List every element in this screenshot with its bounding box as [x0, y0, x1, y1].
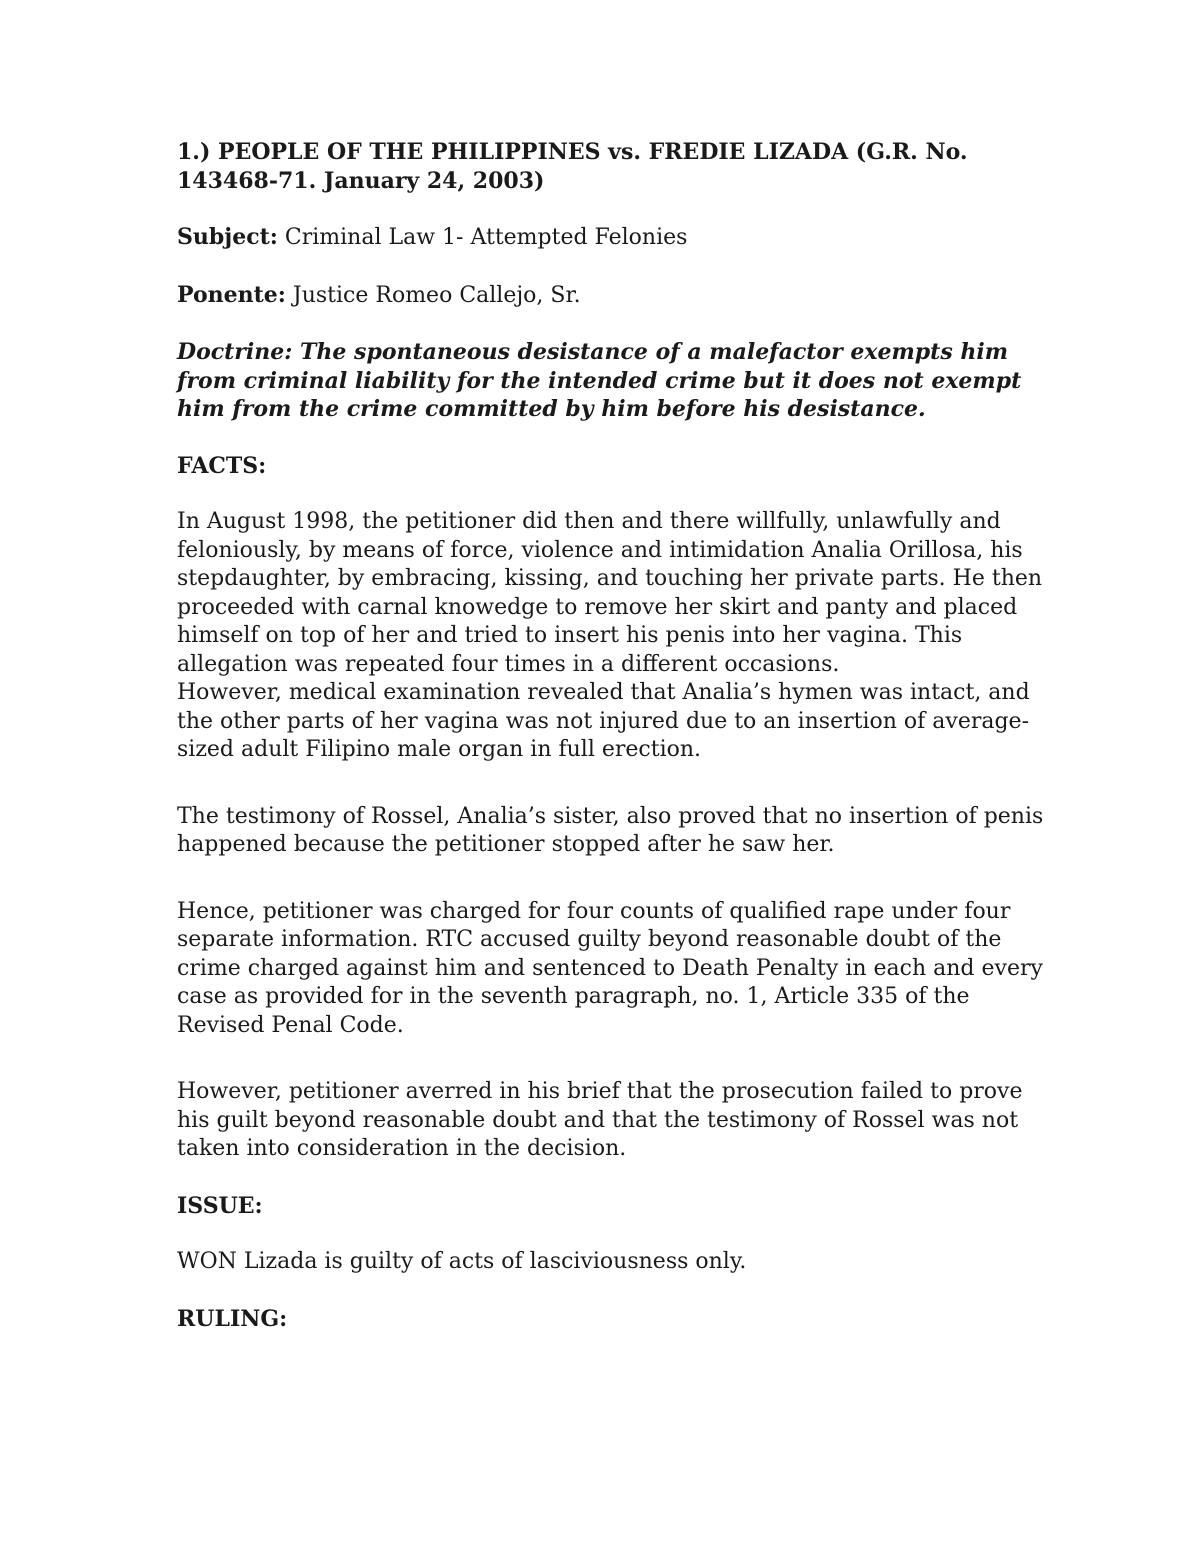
subject-line: [177, 223, 1047, 253]
ponente-value: Justice Romeo Callejo, Sr.: [285, 282, 581, 308]
document-page: [177, 138, 1047, 1361]
facts-paragraph-3: The testimony of Rossel, Analia’s sister, also proved that no insertion of penis happened because the petitioner stopped after he saw her.: [177, 803, 1044, 857]
case-title: 1.) PEOPLE OF THE PHILIPPINES vs. FREDIE LIZADA (G.R. No. 143468-71. January 24, 2003): [177, 139, 968, 194]
facts-heading: FACTS:: [177, 452, 267, 479]
facts-paragraph-2: However, medical examination revealed that Analia’s hymen was intact, and the other parts of her vagina was not injured due to an insertion of average-sized adult Filipino male organ in full erection.: [177, 680, 1030, 762]
facts-paragraph-5: However, petitioner averred in his brief that the prosecution failed to prove his guilt beyond reasonable doubt and that the testimony of Rossel was not taken into consideration in the decision.: [177, 1079, 1023, 1161]
doctrine: Doctrine: The spontaneous desistance of a malefactor exempts him from criminal liability for the intended crime but it does not exempt him from the crime committed by him before his desistance.: [177, 339, 1022, 422]
ruling-heading: RULING:: [177, 1305, 288, 1332]
subject-label: Subject:: [177, 224, 278, 250]
ponente-label: Ponente:: [177, 281, 286, 308]
facts-paragraph-4: Hence, petitioner was charged for four counts of qualified rape under four separate information. RTC accused guilty beyond reasonable doubt of the crime charged against him and sentenced to Death Penalty in each and every case as provided for in the seventh paragraph, no. 1, Article 335 of the Revised Penal Code.: [177, 898, 1043, 1038]
issue-heading: ISSUE:: [177, 1192, 263, 1219]
issue-text: WON Lizada is guilty of acts of lasciviousness only.: [177, 1249, 747, 1274]
subject-value: Criminal Law 1- Attempted Felonies: [277, 225, 688, 250]
ponente-line: [177, 281, 1047, 311]
facts-paragraph-1: In August 1998, the petitioner did then and there willfully, unlawfully and feloniously, by means of force, violence and intimidation Analia Orillosa, his stepdaughter, by embracing, kissing, and touching her private parts. He then proceeded with carnal knowedge to remove her skirt and panty and placed himself on top of her and tried to insert his penis into her vagina. This allegation was repeated four times in a different occasions.: [177, 509, 1043, 677]
